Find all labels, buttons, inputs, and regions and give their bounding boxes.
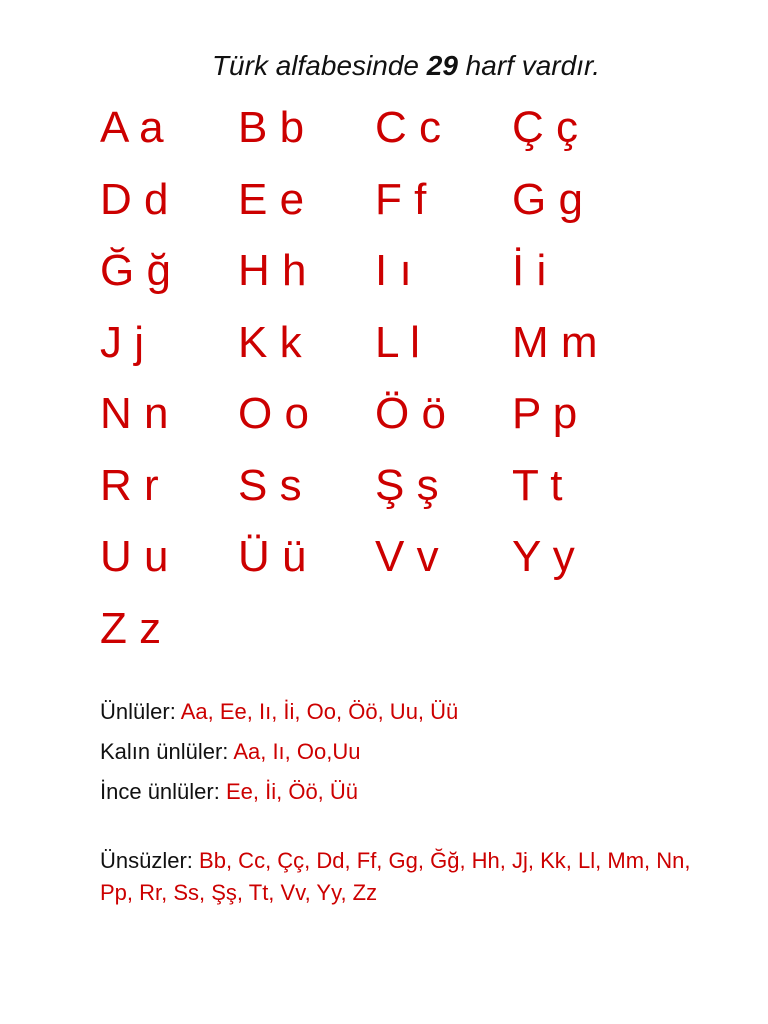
letter-pair: Ş ş bbox=[375, 460, 439, 510]
letter-pair: F f bbox=[375, 174, 427, 224]
alphabet-row bbox=[100, 601, 700, 673]
back-vowels-line bbox=[100, 736, 720, 768]
page-title bbox=[0, 50, 768, 82]
letter-pair: S s bbox=[238, 460, 302, 510]
title-text-after: harf vardır. bbox=[457, 50, 601, 81]
back-vowels-value: Aa, Iı, Oo,Uu bbox=[233, 739, 361, 764]
letter-pair: T t bbox=[512, 460, 563, 510]
letter-pair: İ i bbox=[512, 246, 547, 295]
vowels-label: Ünlüler: bbox=[100, 699, 181, 724]
letter-pair: R r bbox=[100, 460, 159, 510]
letter-pair: M m bbox=[512, 317, 598, 367]
letter-pair: I ı bbox=[375, 246, 412, 295]
front-vowels-line bbox=[100, 776, 720, 808]
letter-pair: Ö ö bbox=[375, 389, 446, 438]
consonants-label: Ünsüzler: bbox=[100, 848, 200, 873]
letter-pair: L l bbox=[375, 317, 420, 367]
letter-pair: B b bbox=[238, 103, 305, 152]
letter-pair: E e bbox=[238, 174, 305, 224]
vowels-line bbox=[100, 696, 720, 728]
letter-count: 29 bbox=[426, 50, 458, 81]
letter-pair: C c bbox=[375, 103, 441, 152]
letter-pair: H h bbox=[238, 246, 307, 295]
letter-pair: P p bbox=[512, 389, 578, 438]
letter-pair: Y y bbox=[512, 532, 575, 581]
letter-pair: K k bbox=[238, 317, 302, 367]
alphabet-row bbox=[100, 243, 700, 315]
alphabet-row bbox=[100, 172, 700, 244]
front-vowels-label: İnce ünlüler: bbox=[100, 779, 226, 804]
back-vowels-label: Kalın ünlüler: bbox=[100, 739, 234, 764]
letter-pair: Ç ç bbox=[512, 103, 578, 152]
consonants-value: Bb, Cc, Çç, Dd, Ff, Gg, Ğğ, Hh, Jj, Kk, Ll, Mm, Nn, Pp, Rr, Ss, Şş, Tt, Vv, Yy, Zz bbox=[100, 848, 691, 905]
alphabet-grid bbox=[100, 100, 700, 672]
letter-pair: N n bbox=[100, 389, 169, 438]
letter-pair: D d bbox=[100, 174, 169, 224]
letter-pair: V v bbox=[375, 532, 439, 581]
vowels-value: Aa, Ee, Iı, İi, Oo, Öö, Uu, Üü bbox=[180, 699, 459, 724]
letter-pair: U u bbox=[100, 532, 169, 581]
alphabet-row bbox=[100, 386, 700, 458]
letter-pair: Ğ ğ bbox=[100, 246, 171, 295]
alphabet-row bbox=[100, 100, 700, 172]
letter-pair: G g bbox=[512, 174, 583, 224]
title-text-before: Türk alfabesinde bbox=[211, 50, 427, 81]
alphabet-row bbox=[100, 529, 700, 601]
letter-pair: J j bbox=[100, 317, 144, 367]
letter-pair: Z z bbox=[100, 603, 162, 653]
alphabet-row bbox=[100, 458, 700, 530]
letter-pair: A a bbox=[100, 103, 164, 152]
consonants-paragraph bbox=[100, 845, 720, 909]
alphabet-row bbox=[100, 315, 700, 387]
letter-pair: O o bbox=[238, 389, 309, 438]
front-vowels-value: Ee, İi, Öö, Üü bbox=[225, 779, 359, 804]
letter-pair: Ü ü bbox=[238, 532, 307, 581]
